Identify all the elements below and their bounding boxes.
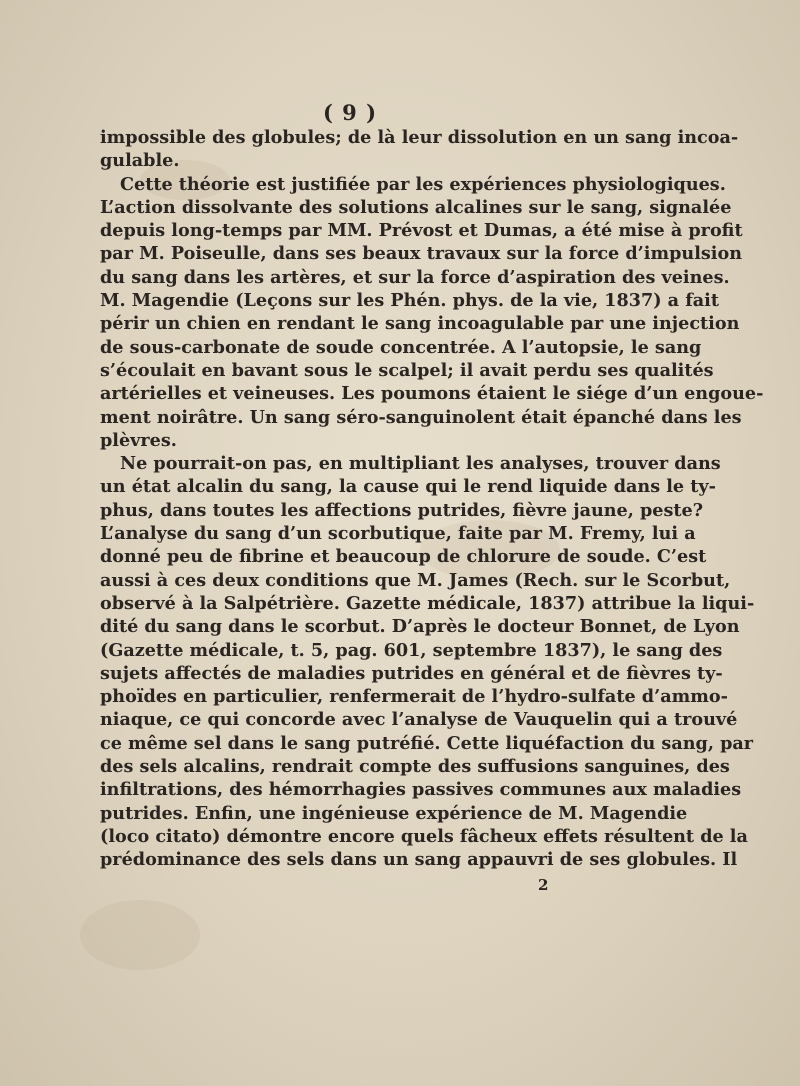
text-line: observé à la Salpétrière. Gazette médicale, 1837) attribue la liqui-	[100, 592, 755, 614]
text-line: depuis long-temps par MM. Prévost et Dumas, a été mise à profit	[100, 220, 743, 242]
signature-mark: 2	[538, 876, 549, 894]
text-line: ment noirâtre. Un sang séro-sanguinolent était épanché dans les	[100, 406, 742, 428]
text-line: dité du sang dans le scorbut. D’après le docteur Bonnet, de Lyon	[100, 616, 740, 638]
text-line: phus, dans toutes les affections putrides, fièvre jaune, peste?	[100, 499, 704, 521]
text-line: phoïdes en particulier, renfermerait de l’hydro-sulfate d’ammo-	[100, 686, 728, 708]
text-line: M. Magendie (Leçons sur les Phén. phys. de la vie, 1837) a fait	[100, 290, 719, 312]
text-line: par M. Poiseulle, dans ses beaux travaux sur la force d’impulsion	[100, 243, 742, 265]
text-line: artérielles et veineuses. Les poumons étaient le siége d’un engoue-	[100, 383, 764, 405]
text-line: de sous-carbonate de soude concentrée. A l’autopsie, le sang	[100, 336, 702, 358]
body-text	[100, 126, 764, 872]
text-line: putrides. Enfin, une ingénieuse expérience de M. Magendie	[100, 802, 688, 824]
text-line: L’action dissolvante des solutions alcalines sur le sang, signalée	[100, 196, 732, 218]
text-line: (Gazette médicale, t. 5, pag. 601, septembre 1837), le sang des	[100, 639, 723, 661]
text-line: L’analyse du sang d’un scorbutique, faite par M. Fremy, lui a	[100, 523, 696, 545]
text-line: Ne pourrait-on pas, en multipliant les analyses, trouver dans	[120, 453, 721, 475]
text-line: des sels alcalins, rendrait compte des suffusions sanguines, des	[100, 756, 730, 778]
text-line: sujets affectés de maladies putrides en général et de fièvres ty-	[100, 662, 723, 684]
text-line: périr un chien en rendant le sang incoagulable par une injection	[100, 313, 740, 335]
page-number: ( 9 )	[322, 100, 378, 125]
text-line: un état alcalin du sang, la cause qui le rend liquide dans le ty-	[100, 476, 716, 498]
text-line: ce même sel dans le sang putréfié. Cette liquéfaction du sang, par	[100, 732, 754, 754]
text-line: du sang dans les artères, et sur la force d’aspiration des veines.	[100, 266, 730, 288]
text-line: aussi à ces deux conditions que M. James (Rech. sur le Scorbut,	[100, 569, 731, 591]
text-line: infiltrations, des hémorrhagies passives communes aux maladies	[100, 779, 742, 801]
paper-stain	[80, 900, 200, 970]
text-line: plèvres.	[100, 429, 177, 451]
text-line: prédominance des sels dans un sang appauvri de ses globules. Il	[100, 849, 738, 871]
text-line: Cette théorie est justifiée par les expériences physiologiques.	[120, 173, 726, 195]
text-line: gulable.	[100, 150, 180, 172]
text-line: s’écoulait en bavant sous le scalpel; il avait perdu ses qualités	[100, 359, 714, 381]
text-line: niaque, ce qui concorde avec l’analyse de Vauquelin qui a trouvé	[100, 709, 738, 731]
text-line: donné peu de fibrine et beaucoup de chlorure de soude. C’est	[100, 546, 707, 568]
text-line: impossible des globules; de là leur dissolution en un sang incoa-	[100, 127, 739, 148]
text-line: (loco citato) démontre encore quels fâcheux effets résultent de la	[100, 825, 748, 847]
